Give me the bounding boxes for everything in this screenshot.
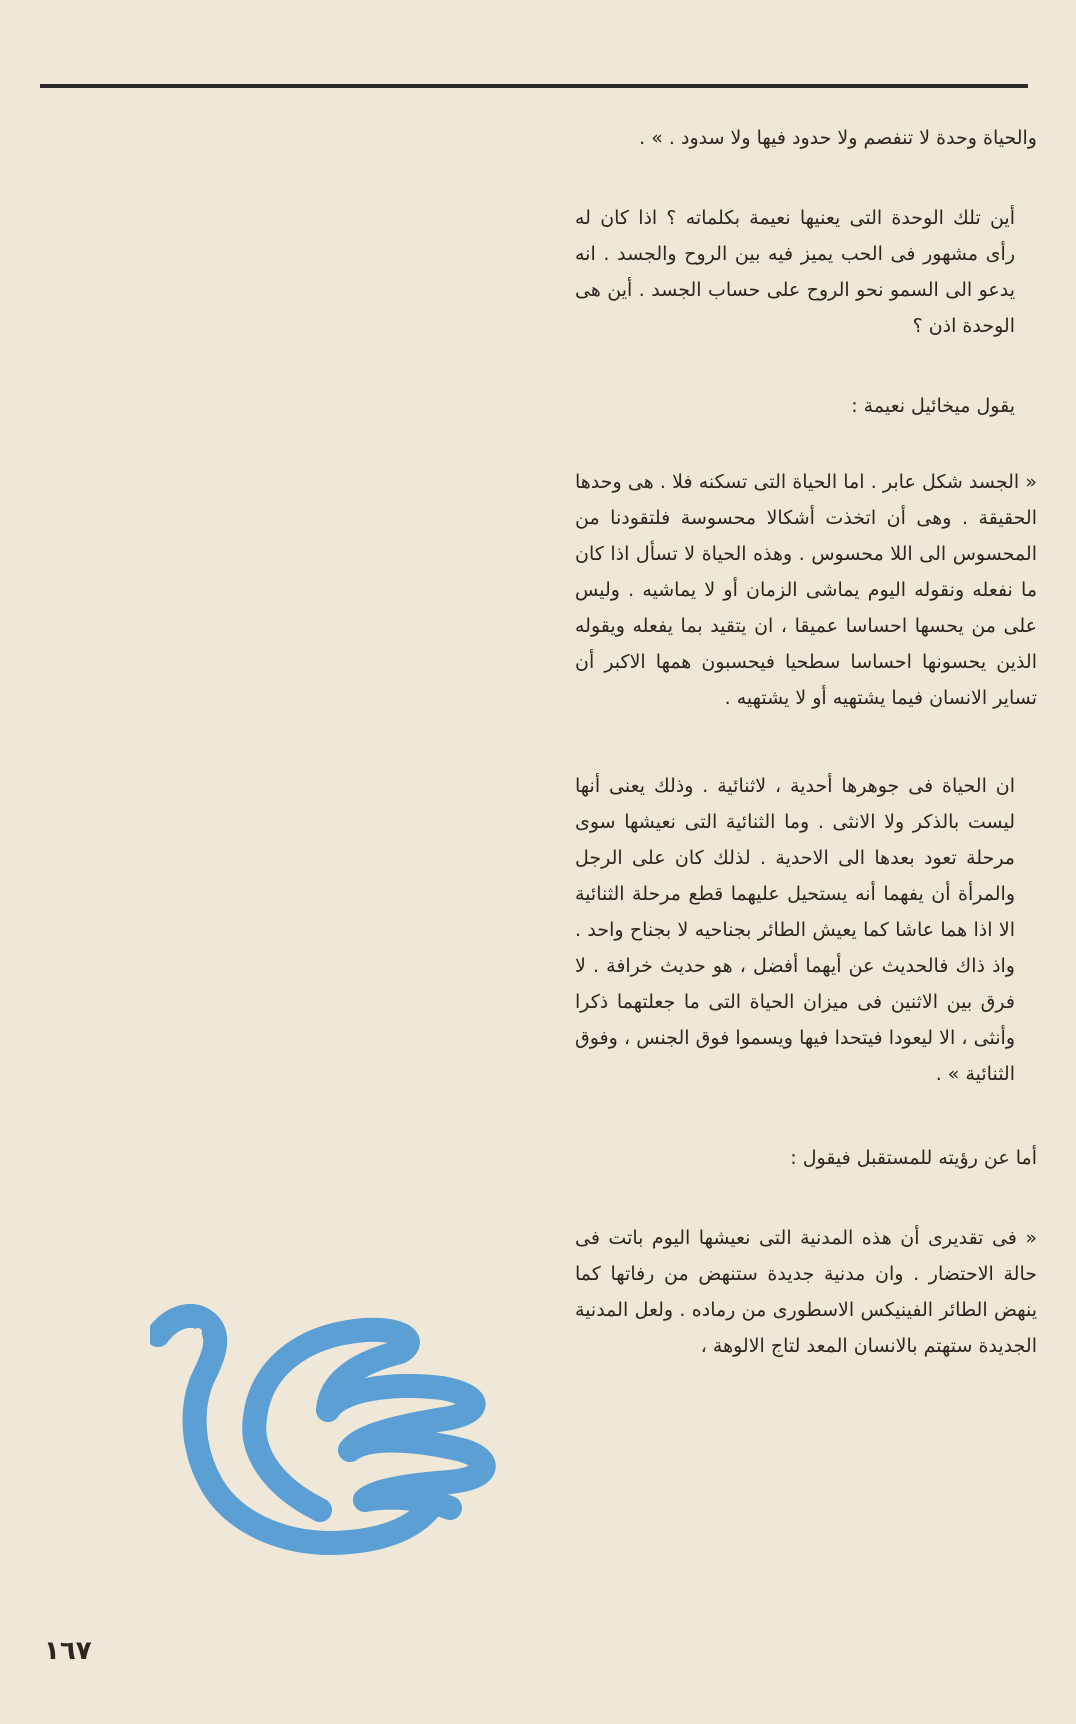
paragraph-2: أين تلك الوحدة التى يعنيها نعيمة بكلماته ؟ اذا كان له رأى مشهور فى الحب يميز فيه بين الروح والجسد . انه يدعو الى السمو نحو الروح على حساب الجسد . أين هى الوحدة اذن ؟ (575, 207, 1015, 337)
page-number: ١٦٧ (44, 1636, 92, 1666)
quote-paragraph-2: « فى تقديرى أن هذه المدنية التى نعيشها اليوم باتت فى حالة الاحتضار . وان مدنية جديدة ستنهض من رفاتها كما ينهض الطائر الفينيكس الاسطورى من رماده . ولعل المدنية الجديدة ستهتم بالانسان المعد لتاج الالوهة ، (575, 1227, 1037, 1357)
dove-icon (150, 1300, 505, 1565)
quote-paragraph-1: « الجسد شكل عابر . اما الحياة التى تسكنه فلا . هى وحدها الحقيقة . وهى أن اتخذت أشكالا محسوسة فلتقودنا من المحسوس الى اللا محسوس . وهذه الحياة لا تسأل اذا كان ما نفعله ونقوله اليوم يماشى الزمان أو لا يماشيه . وليس على من يحسها احساسا عميقا ، ان يتقيد بما يفعله ويقوله الذين يحسونها احساسا سطحيا فيحسبون همها الاكبر أن تساير الانسان فيما يشتهيه أو لا يشتهيه . (575, 471, 1037, 709)
article-text-column (575, 120, 1037, 1364)
paragraph-6: أما عن رؤيته للمستقبل فيقول : (790, 1147, 1037, 1169)
paragraph-5: ان الحياة فى جوهرها أحدية ، لاثنائية . وذلك يعنى أنها ليست بالذكر ولا الانثى . وما الثنائية التى نعيشها سوى مرحلة تعود بعدها الى الاحدية . لذلك كان على الرجل والمرأة أن يفهما أنه يستحيل عليهما قطع مرحلة الثنائية الا اذا هما عاشا كما يعيش الطائر بجناحيه لا بجناح واحد . واذ ذاك فالحديث عن أيهما أفضل ، هو حديث خرافة . لا فرق بين الاثنين فى ميزان الحياة التى ما جعلتهما ذكرا وأنثى ، الا ليعودا فيتحدا فيها ويسموا فوق الجنس ، وفوق الثنائية » . (575, 775, 1015, 1085)
paragraph-3: يقول ميخائيل نعيمة : (851, 395, 1015, 417)
paragraph-1: والحياة وحدة لا تنفصم ولا حدود فيها ولا سدود . » . (639, 127, 1037, 149)
top-rule (40, 84, 1028, 88)
